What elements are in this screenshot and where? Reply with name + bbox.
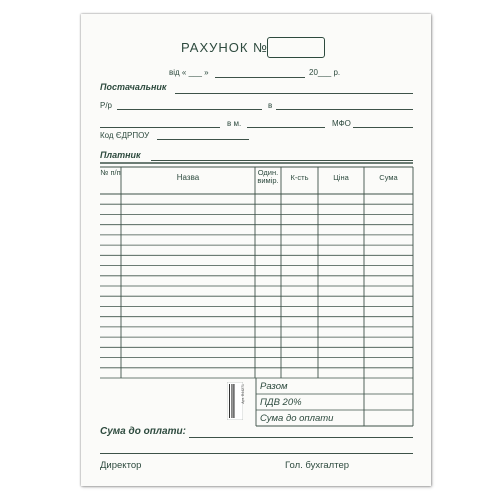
edrpou-label: Код ЄДРПОУ (100, 131, 150, 140)
col-header-name: Назва (176, 173, 200, 182)
invoice-form (81, 14, 431, 486)
amount-due-line-2[interactable] (100, 453, 413, 454)
mfo-label: МФО (332, 119, 351, 128)
amount-due-label: Сума до оплати: (100, 426, 186, 437)
total-due-value-cell[interactable] (365, 411, 412, 425)
amount-due-line[interactable] (189, 437, 413, 438)
account-label: Р/р (100, 101, 113, 110)
subtotal-value-cell[interactable] (365, 379, 412, 393)
col-header-price: Ціна (333, 173, 349, 182)
supplier-heading: Постачальник (100, 82, 167, 92)
year-label: 20___ р. (309, 68, 341, 77)
vat-label: ПДВ 20% (260, 397, 302, 408)
accountant-label: Гол. бухгалтер (285, 460, 350, 471)
col-header-number: № п/п (100, 168, 121, 177)
city-label: в м. (227, 119, 242, 128)
payer-heading: Платник (100, 150, 141, 160)
vat-value-cell[interactable] (365, 395, 412, 409)
barcode-text: Арт. Ф44271 (241, 384, 245, 404)
col-header-sum: Сума (379, 173, 398, 182)
subtotal-label: Разом (260, 381, 288, 392)
invoice-title: РАХУНОК № (181, 40, 269, 55)
col-header-unit: Один. вимір. (257, 168, 279, 185)
col-header-quantity: К-сть (290, 173, 309, 182)
director-label: Директор (100, 460, 142, 471)
bank-in-label: в (268, 101, 273, 110)
total-due-label: Сума до оплати (260, 413, 334, 424)
date-prefix: від « ___ » (169, 68, 209, 77)
